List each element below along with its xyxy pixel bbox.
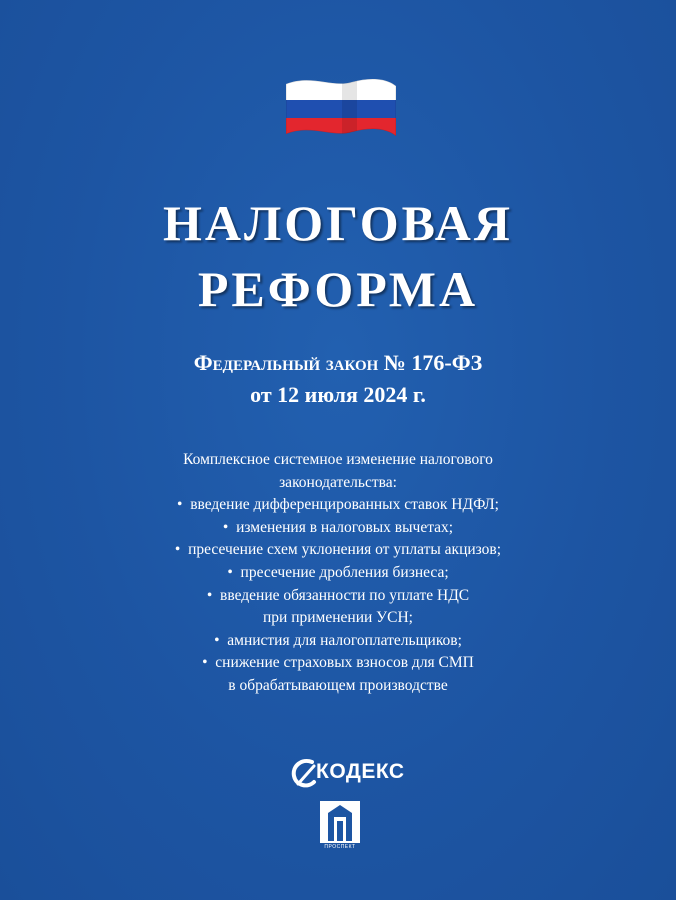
bullet-item: • амнистия для налогоплательщиков;	[0, 630, 676, 653]
law-number: Федеральный закон № 176-ФЗ	[193, 350, 483, 375]
bullet-item: • введение обязанности по уплате НДС	[0, 585, 676, 608]
prospekt-logo-icon	[320, 801, 360, 843]
bullet-item: • снижение страховых взносов для СМП	[0, 652, 676, 675]
title-line-1: НАЛОГОВАЯ	[162, 195, 514, 251]
bullet-continuation: при применении УСН;	[263, 609, 413, 627]
russian-flag-icon	[282, 74, 400, 144]
law-date: от 12 июля 2024 г.	[250, 382, 426, 407]
title-line-2: РЕФОРМА	[197, 261, 479, 317]
bullet-continuation: в обрабатывающем производстве	[228, 676, 448, 694]
prospekt-logo-text: ПРОСПЕКТ	[324, 844, 356, 850]
bullet-item: • изменения в налоговых вычетах;	[0, 517, 676, 540]
description-line: Комплексное системное изменение налогового	[183, 451, 493, 468]
description-line: законодательства:	[279, 473, 397, 491]
kodeks-logo-text: КОДЕКС	[316, 760, 405, 783]
bullet-item: • введение дифференцированных ставок НДФЛ;	[0, 494, 676, 517]
bullet-item: • пресечение схем уклонения от уплаты акцизов;	[0, 539, 676, 562]
description-block	[0, 449, 676, 698]
bullet-item: • пресечение дробления бизнеса;	[0, 562, 676, 585]
